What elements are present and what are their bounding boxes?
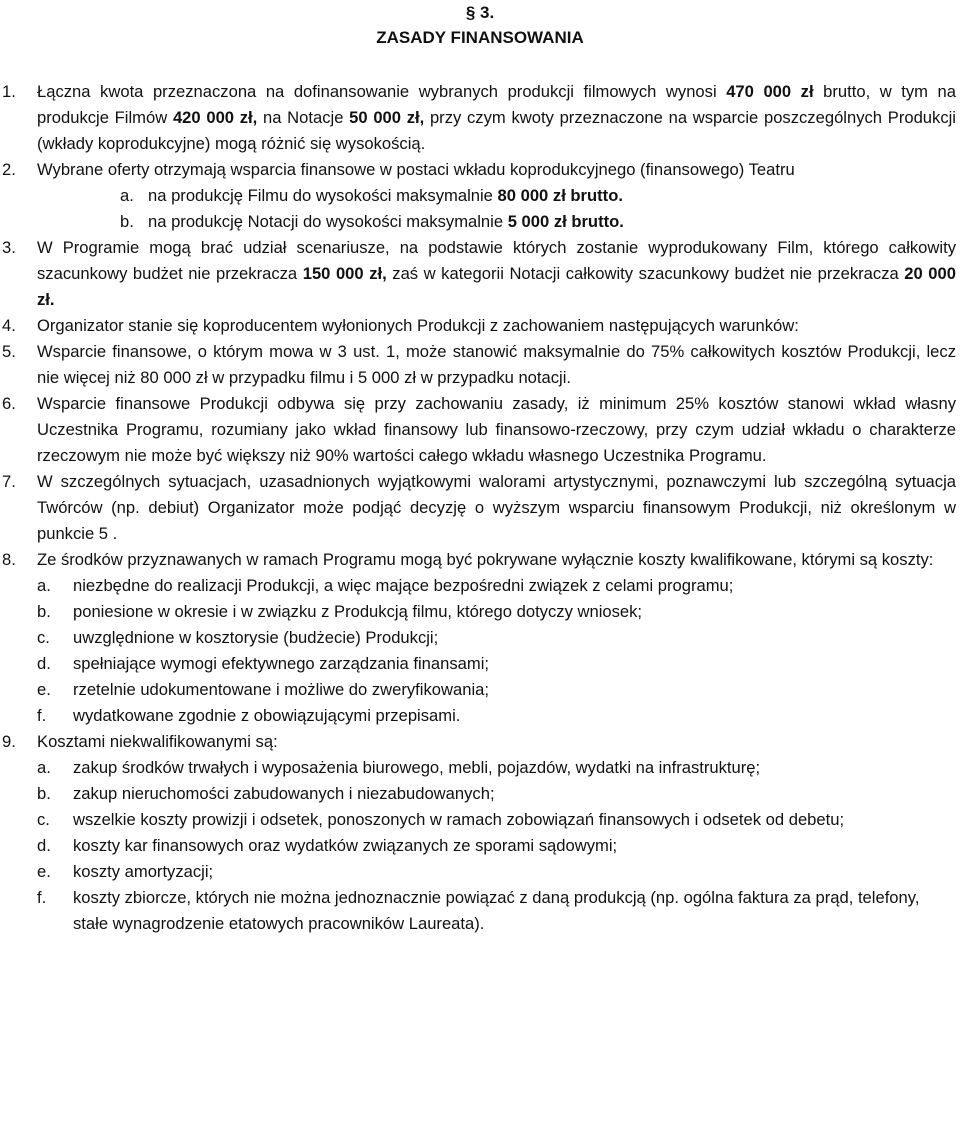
item-number: 8. — [2, 550, 16, 569]
item-number: 1. — [2, 82, 16, 101]
sub-list-item — [0, 573, 960, 599]
list-item — [0, 157, 960, 183]
sub-item-text — [148, 209, 956, 235]
text-run: Wybrane oferty otrzymają wsparcia finansowe w postaci wkładu koprodukcyjnego (finansowego) Teatru — [37, 160, 795, 179]
text-run: 150 000 zł, — [302, 264, 387, 283]
list-item — [0, 391, 960, 469]
sub-list-item — [0, 703, 960, 729]
text-run: wszelkie koszty prowizji i odsetek, ponoszonych w ramach zobowiązań finansowych i odsetek od debetu; — [73, 810, 845, 829]
text-run: 5 000 zł brutto. — [507, 212, 624, 231]
text-run: uwzględnione w kosztorysie (budżecie) Produkcji; — [73, 628, 439, 647]
text-run: W szczególnych sytuacjach, uzasadnionych wyjątkowymi walorami artystycznymi, poznawczymi lub szczególną sytuacja Twórców (np. debiut) Organizator może podjąć decyzję o wyższym wsparciu finansowym Produkcji, niż określonym w punkcie 5 . — [37, 472, 956, 543]
sub-item-letter: a. — [120, 186, 134, 205]
sub-item-text — [73, 677, 956, 703]
text-run: 470 000 zł — [726, 82, 814, 101]
text-run: Kosztami niekwalifikowanymi są: — [37, 732, 278, 751]
sub-item-text — [73, 625, 956, 651]
item-text — [37, 157, 956, 183]
text-run: brutto, w tym na produkcje Filmów — [37, 82, 957, 127]
item-number: 7. — [2, 472, 16, 491]
sub-list-item — [0, 599, 960, 625]
text-run: W Programie mogą brać udział scenariusze, na podstawie których zostanie wyprodukowany Film, którego całkowity szacunkowy budżet nie przekracza — [37, 238, 956, 283]
sub-item-letter: a. — [37, 576, 51, 595]
item-number: 2. — [2, 160, 16, 179]
text-run: koszty zbiorcze, których nie można jednoznacznie powiązać z daną produkcją (np. ogólna faktura za prąd, telefony, stałe wynagrodzenie etatowych pracowników Laureata). — [73, 888, 920, 933]
item-text — [37, 547, 956, 573]
sub-item-letter: b. — [120, 212, 134, 231]
text-run: zaś w kategorii Notacji całkowity szacunkowy budżet nie przekracza — [386, 264, 905, 283]
sub-item-letter: d. — [37, 836, 51, 855]
item-text — [37, 235, 956, 313]
list-item — [0, 469, 960, 547]
sub-item-text — [73, 885, 956, 937]
text-run: wydatkowane zgodnie z obowiązującymi przepisami. — [73, 706, 461, 725]
sub-item-letter: f. — [37, 706, 47, 725]
text-run: przy czym kwoty przeznaczone na wsparcie poszczególnych Produkcji (wkłady koprodukcyjne) mogą różnić się wysokością. — [37, 108, 956, 153]
item-text — [37, 391, 956, 469]
sub-list-item — [0, 807, 960, 833]
text-run: zakup środków trwałych i wyposażenia biurowego, mebli, pojazdów, wydatki na infrastrukturę; — [73, 758, 761, 777]
section-number: § 3. — [465, 3, 495, 22]
sub-item-text — [73, 573, 956, 599]
text-run: spełniające wymogi efektywnego zarządzania finansami; — [73, 654, 489, 673]
text-run: 20 000 zł. — [37, 264, 956, 309]
list-item — [0, 235, 960, 313]
text-run: na Notacje — [257, 108, 350, 127]
text-run: koszty amortyzacji; — [73, 862, 214, 881]
sub-item-letter: d. — [37, 654, 51, 673]
sub-item-text — [73, 833, 956, 859]
item-text — [37, 339, 956, 391]
item-text — [37, 313, 956, 339]
sub-list-item — [0, 651, 960, 677]
sub-list-item — [0, 885, 960, 937]
text-run: zakup nieruchomości zabudowanych i niezabudowanych; — [73, 784, 495, 803]
text-run: Łączna kwota przeznaczona na dofinansowanie wybranych produkcji filmowych wynosi — [37, 82, 727, 101]
sub-list-item — [0, 677, 960, 703]
item-text — [37, 79, 956, 157]
list-item — [0, 313, 960, 339]
item-number: 6. — [2, 394, 16, 413]
text-run: rzetelnie udokumentowane i możliwe do zweryfikowania; — [73, 680, 489, 699]
sub-item-text — [73, 755, 956, 781]
sub-list-item — [0, 755, 960, 781]
text-run: Ze środków przyznawanych w ramach Programu mogą być pokrywane wyłącznie koszty kwalifikowane, którymi są koszty: — [37, 550, 934, 569]
sub-list-item — [0, 833, 960, 859]
sub-item-letter: e. — [37, 680, 51, 699]
text-run: na produkcję Notacji do wysokości maksymalnie — [148, 212, 508, 231]
item-text — [37, 729, 956, 755]
text-run: na produkcję Filmu do wysokości maksymalnie — [148, 186, 498, 205]
sub-list-item — [0, 183, 960, 209]
sub-item-letter: b. — [37, 602, 51, 621]
text-run: 50 000 zł, — [349, 108, 425, 127]
sub-item-text — [73, 807, 956, 833]
text-run: koszty kar finansowych oraz wydatków związanych ze sporami sądowymi; — [73, 836, 618, 855]
text-run: poniesione w okresie i w związku z Produkcją filmu, którego dotyczy wniosek; — [73, 602, 643, 621]
list-item — [0, 79, 960, 157]
sub-item-letter: c. — [37, 810, 50, 829]
sub-item-text — [148, 183, 956, 209]
sub-list-item — [0, 859, 960, 885]
sub-item-text — [73, 651, 956, 677]
section-title: ZASADY FINANSOWANIA — [376, 28, 584, 47]
sub-list-item — [0, 625, 960, 651]
sub-item-letter: e. — [37, 862, 51, 881]
sub-item-text — [73, 859, 956, 885]
sub-item-letter: a. — [37, 758, 51, 777]
financing-rules-list — [0, 79, 960, 937]
list-item — [0, 339, 960, 391]
sub-list-item — [0, 209, 960, 235]
list-item — [0, 547, 960, 573]
text-run: Organizator stanie się koproducentem wyłonionych Produkcji z zachowaniem następujących warunków: — [37, 316, 799, 335]
item-number: 9. — [2, 732, 16, 751]
sub-item-letter: f. — [37, 888, 47, 907]
list-item — [0, 729, 960, 755]
sub-item-letter: b. — [37, 784, 51, 803]
text-run: Wsparcie finansowe, o którym mowa w 3 ust. 1, może stanowić maksymalnie do 75% całkowitych kosztów Produkcji, lecz nie więcej niż 80 000 zł w przypadku filmu i 5 000 zł w przypadku notacji. — [37, 342, 956, 387]
text-run: niezbędne do realizacji Produkcji, a więc mające bezpośredni związek z celami programu; — [73, 576, 734, 595]
sub-item-text — [73, 703, 956, 729]
sub-list-item — [0, 781, 960, 807]
item-text — [37, 469, 956, 547]
text-run: 80 000 zł brutto. — [497, 186, 623, 205]
text-run: 420 000 zł, — [172, 108, 258, 127]
item-number: 3. — [2, 238, 16, 257]
sub-item-text — [73, 781, 956, 807]
item-number: 5. — [2, 342, 16, 361]
sub-item-text — [73, 599, 956, 625]
text-run: Wsparcie finansowe Produkcji odbywa się przy zachowaniu zasady, iż minimum 25% kosztów stanowi wkład własny Uczestnika Programu, rozumiany jako wkład finansowy lub finansowo-rzeczowy, przy czym udział wkładu o charakterze rzeczowym nie może być większy niż 90% wartości całego wkładu własnego Uczestnika Programu. — [37, 394, 956, 465]
item-number: 4. — [2, 316, 16, 335]
sub-item-letter: c. — [37, 628, 50, 647]
